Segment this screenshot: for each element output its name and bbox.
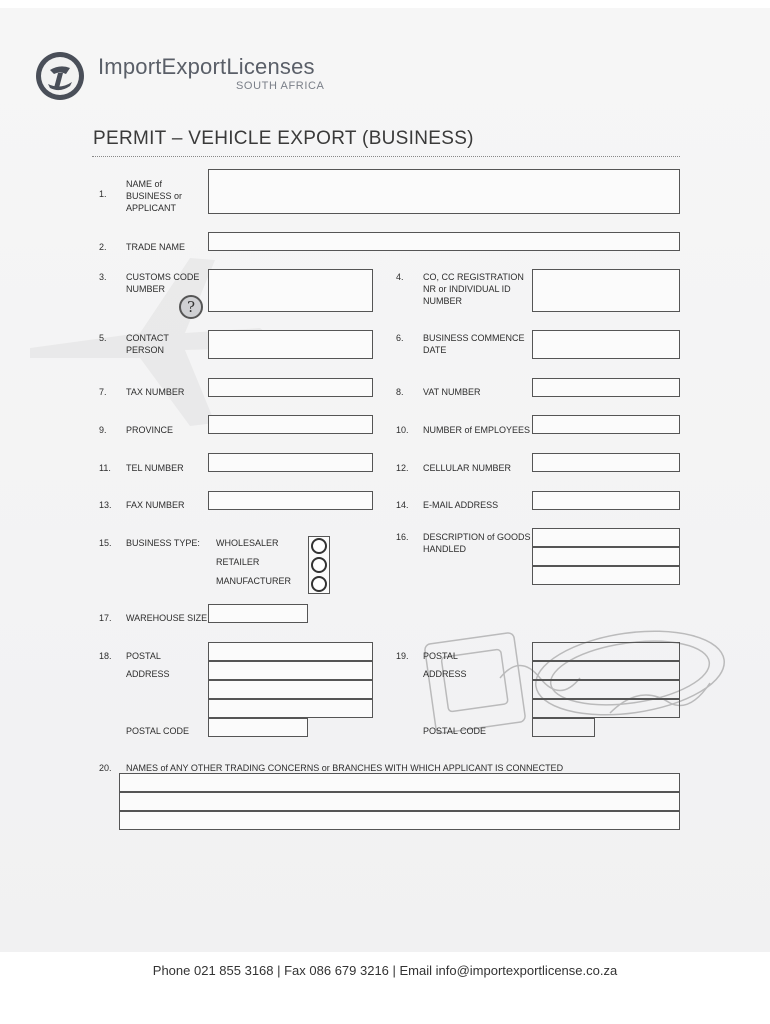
field-number: 13. <box>99 500 112 510</box>
field-number: 16. <box>396 532 409 542</box>
field-number: 5. <box>99 333 107 343</box>
goods-description-input-2[interactable] <box>532 547 680 566</box>
field-number: 8. <box>396 387 404 397</box>
vat-number-label: VAT NUMBER <box>423 387 481 397</box>
province-label: PROVINCE <box>126 425 174 435</box>
vat-number-input[interactable] <box>532 378 680 397</box>
cellular-number-label: CELLULAR NUMBER <box>423 463 512 473</box>
page-title: PERMIT – VEHICLE EXPORT (BUSINESS) <box>93 128 474 149</box>
field-number: 20. <box>99 763 112 773</box>
option-wholesaler-label: WHOLESALER <box>216 538 279 548</box>
fax-number-input[interactable] <box>208 491 373 510</box>
registration-number-label: CO, CC REGISTRATION NR or INDIVIDUAL ID NUMBER <box>423 272 524 306</box>
business-name-label: NAME of BUSINESS or APPLICANT <box>126 179 183 213</box>
radio-manufacturer[interactable] <box>311 576 327 592</box>
field-number: 11. <box>99 463 111 473</box>
goods-description-input-3[interactable] <box>532 566 680 585</box>
field-number: 9. <box>99 425 107 435</box>
field-number: 10. <box>396 425 409 435</box>
address-19-input-2[interactable] <box>532 661 680 680</box>
postal-code-19-label: POSTAL CODE <box>423 726 487 736</box>
help-icon[interactable]: ? <box>179 295 203 319</box>
warehouse-size-label: WAREHOUSE SIZE <box>126 613 208 623</box>
trade-name-label: TRADE NAME <box>126 242 186 252</box>
customs-code-label: CUSTOMS CODE NUMBER <box>126 272 200 294</box>
postal-address-input-4[interactable] <box>208 699 373 718</box>
field-number: 7. <box>99 387 107 397</box>
tel-number-input[interactable] <box>208 453 373 472</box>
option-manufacturer-label: MANUFACTURER <box>216 576 292 586</box>
field-number: 3. <box>99 272 107 282</box>
cellular-number-input[interactable] <box>532 453 680 472</box>
address-19-input-4[interactable] <box>532 699 680 718</box>
fax-number-label: FAX NUMBER <box>126 500 185 510</box>
employees-input[interactable] <box>532 415 680 434</box>
tel-number-label: TEL NUMBER <box>126 463 184 473</box>
postal-address-input-3[interactable] <box>208 680 373 699</box>
field-number: 17. <box>99 613 112 623</box>
physical-address-label: POSTAL <box>423 651 458 661</box>
field-number: 2. <box>99 242 107 252</box>
field-number: 12. <box>396 463 409 473</box>
email-address-label: E-MAIL ADDRESS <box>423 500 499 510</box>
postal-code-label: POSTAL CODE <box>126 726 190 736</box>
field-number: 18. <box>99 651 112 661</box>
email-address-input[interactable] <box>532 491 680 510</box>
postal-address-input-1[interactable] <box>208 642 373 661</box>
field-number: 4. <box>396 272 404 282</box>
title-divider <box>92 156 680 157</box>
address-19-input-3[interactable] <box>532 680 680 699</box>
contact-person-input[interactable] <box>208 330 373 359</box>
trade-name-input[interactable] <box>208 232 680 251</box>
commence-date-label: BUSINESS COMMENCE DATE <box>423 333 525 355</box>
contact-person-label: CONTACT PERSON <box>126 333 169 355</box>
business-type-radio-group <box>308 536 330 594</box>
postal-address-label-2: ADDRESS <box>126 669 170 679</box>
business-name-input[interactable] <box>208 169 680 214</box>
field-number: 14. <box>396 500 409 510</box>
postal-address-label: POSTAL <box>126 651 161 661</box>
brand-logo <box>36 52 336 102</box>
field-number: 1. <box>99 189 107 199</box>
commence-date-input[interactable] <box>532 330 680 359</box>
goods-description-label: DESCRIPTION of GOODS HANDLED <box>423 532 531 554</box>
brand-region: SOUTH AFRICA <box>236 80 325 92</box>
postal-code-input[interactable] <box>208 718 308 737</box>
province-input[interactable] <box>208 415 373 434</box>
contact-footer: Phone 021 855 3168 | Fax 086 679 3216 | Email info@importexportlicense.co.za <box>152 963 618 978</box>
tax-number-label: TAX NUMBER <box>126 387 185 397</box>
logo-mark-icon <box>36 52 84 100</box>
registration-number-input[interactable] <box>532 269 680 312</box>
goods-description-input-1[interactable] <box>532 528 680 547</box>
radio-retailer[interactable] <box>311 557 327 573</box>
business-type-label: BUSINESS TYPE: <box>126 538 200 548</box>
option-retailer-label: RETAILER <box>216 557 260 567</box>
physical-address-label-2: ADDRESS <box>423 669 467 679</box>
warehouse-size-input[interactable] <box>208 604 308 623</box>
other-trading-concerns-input-2[interactable] <box>119 792 680 811</box>
other-trading-concerns-input-3[interactable] <box>119 811 680 830</box>
field-number: 19. <box>396 651 409 661</box>
form-page <box>0 8 770 952</box>
other-trading-concerns-input-1[interactable] <box>119 773 680 792</box>
customs-code-input[interactable] <box>208 269 373 312</box>
tax-number-input[interactable] <box>208 378 373 397</box>
address-19-input-1[interactable] <box>532 642 680 661</box>
field-number: 15. <box>99 538 112 548</box>
postal-address-input-2[interactable] <box>208 661 373 680</box>
brand-name: ImportExportLicenses <box>98 54 315 79</box>
employees-label: NUMBER of EMPLOYEES <box>423 425 531 435</box>
other-trading-concerns-label: NAMES of ANY OTHER TRADING CONCERNS or BRANCHES WITH WHICH APPLICANT IS CONNECTED <box>126 763 564 773</box>
field-number: 6. <box>396 333 404 343</box>
postal-code-19-input[interactable] <box>532 718 595 737</box>
radio-wholesaler[interactable] <box>311 538 327 554</box>
